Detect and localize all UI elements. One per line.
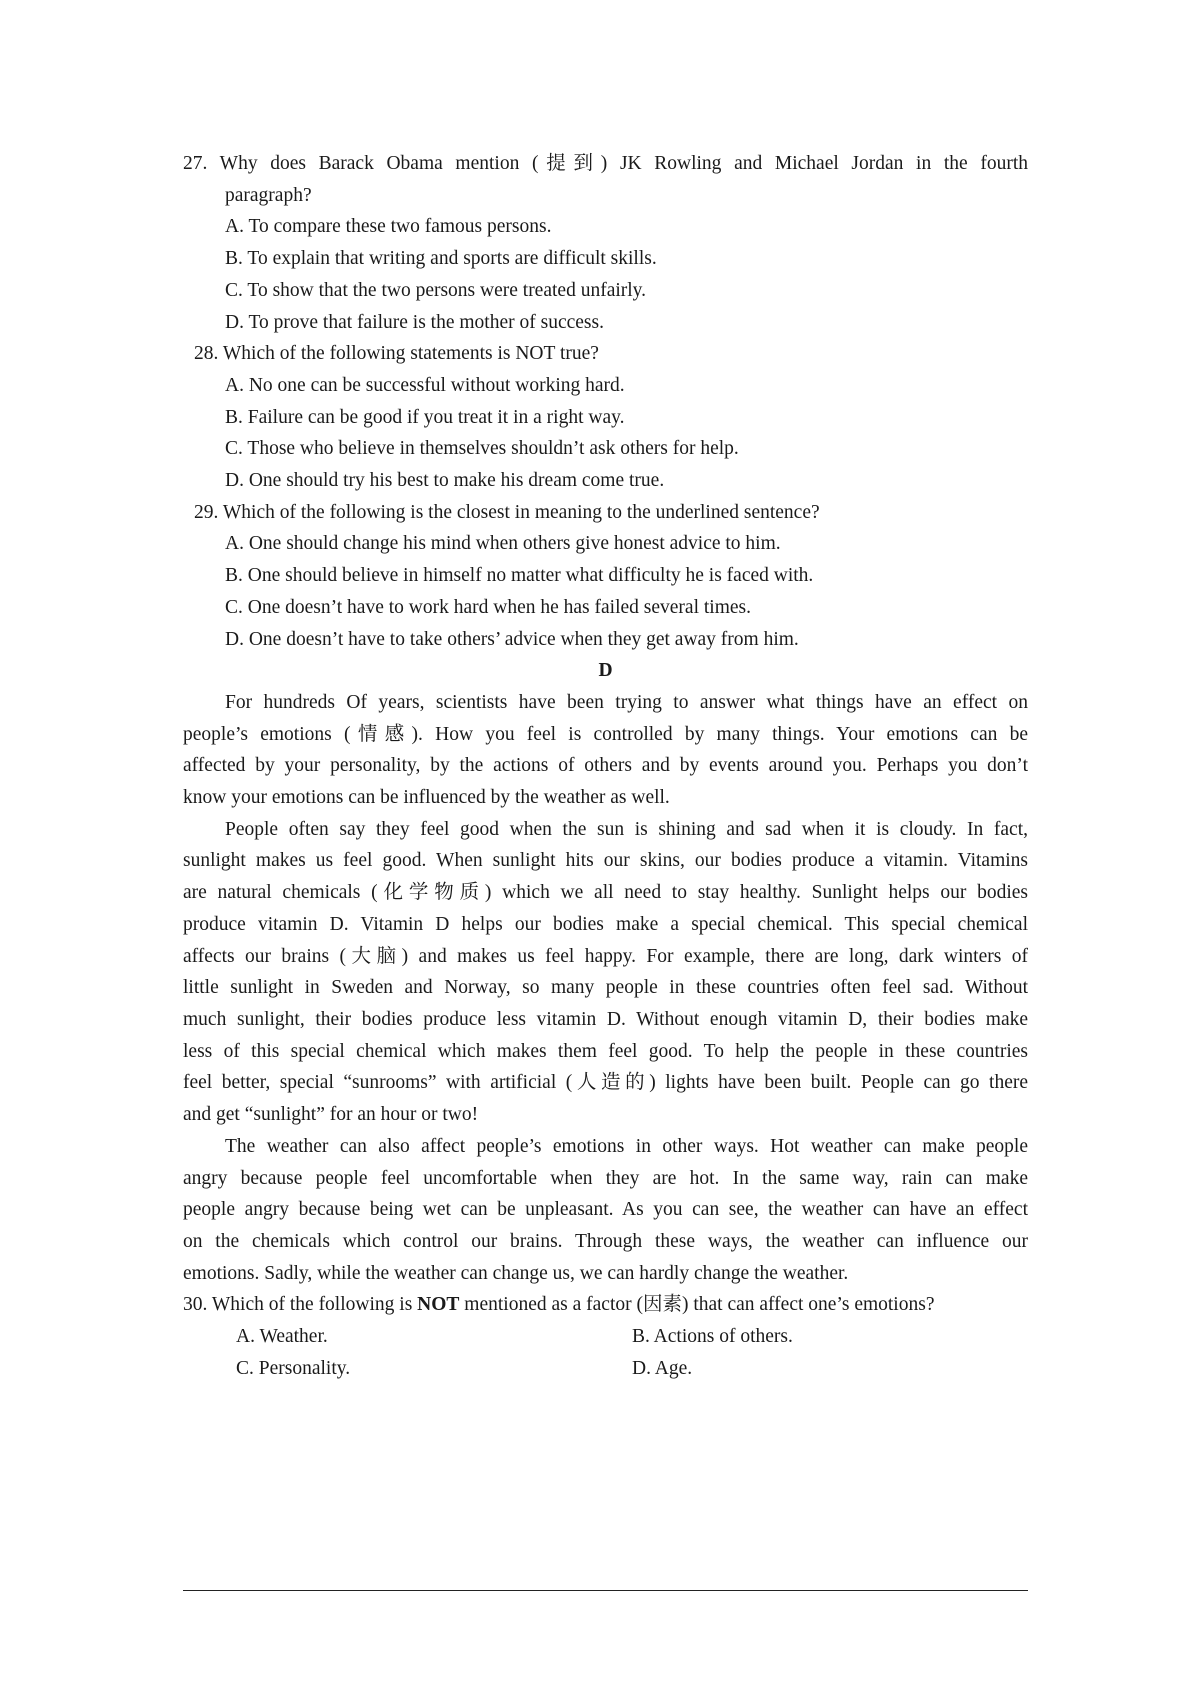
question-27-option-a: A. To compare these two famous persons. — [225, 216, 552, 238]
paragraph-line: and get “sunlight” for an hour or two! — [183, 1104, 479, 1126]
paragraph-line: angry because people feel uncomfortable when they are hot. In the same way, rain can make — [183, 1167, 1028, 1189]
paragraph-line: much sunlight, their bodies produce less vitamin D. Without enough vitamin D, their bodies make — [183, 1008, 1028, 1030]
paragraph-line: The weather can also affect people’s emotions in other ways. Hot weather can make people — [225, 1135, 1028, 1157]
paragraph-line: less of this special chemical which makes them feel good. To help the people in these countries — [183, 1040, 1028, 1062]
paragraph-line: know your emotions can be influenced by the weather as well. — [183, 787, 670, 809]
question-28-option-d: D. One should try his best to make his dream come true. — [225, 470, 665, 492]
exam-page — [183, 148, 1028, 1384]
question-28-option-b: B. Failure can be good if you treat it in a right way. — [225, 406, 625, 428]
section-d-paragraph-2 — [183, 814, 1028, 1131]
question-30-stem — [183, 1289, 1028, 1321]
paragraph-line: are natural chemicals (化学物质) which we all need to stay healthy. Sunlight helps our bodies — [183, 882, 1028, 904]
paragraph-line: produce vitamin D. Vitamin D helps our bodies make a special chemical. This special chemical — [183, 913, 1028, 935]
question-29 — [183, 497, 1028, 656]
question-29-option-b: B. One should believe in himself no matter what difficulty he is faced with. — [225, 565, 814, 587]
question-30-stem-bold: NOT — [417, 1294, 460, 1316]
question-30-option-b: B. Actions of others. — [632, 1326, 793, 1348]
question-30-stem-after: mentioned as a factor (因素) that can affect one’s emotions? — [459, 1294, 935, 1316]
paragraph-line: People often say they feel good when the sun is shining and sad when it is cloudy. In fact, — [225, 818, 1028, 840]
question-30-stem-before: 30. Which of the following is — [183, 1294, 418, 1316]
paragraph-line: affects our brains (大脑) and makes us feel happy. For example, there are long, dark winters of — [183, 945, 1028, 967]
question-28-option-a: A. No one can be successful without working hard. — [225, 374, 625, 396]
question-27 — [183, 148, 1028, 338]
paragraph-line: people’s emotions (情感). How you feel is controlled by many things. Your emotions can be — [183, 723, 1028, 745]
question-28 — [183, 338, 1028, 497]
question-30-option-c: C. Personality. — [236, 1357, 351, 1379]
question-30-option-d: D. Age. — [632, 1357, 693, 1379]
question-30-option-a: A. Weather. — [236, 1326, 328, 1348]
paragraph-line: on the chemicals which control our brains. Through these ways, the weather can influence our — [183, 1230, 1028, 1252]
paragraph-line: people angry because being wet can be unpleasant. As you can see, the weather can have an effect — [183, 1199, 1028, 1221]
question-29-stem: 29. Which of the following is the closest in meaning to the underlined sentence? — [194, 501, 820, 523]
paragraph-line: emotions. Sadly, while the weather can change us, we can hardly change the weather. — [183, 1262, 849, 1284]
question-28-option-c: C. Those who believe in themselves shouldn’t ask others for help. — [225, 438, 739, 460]
question-28-stem: 28. Which of the following statements is NOT true? — [194, 343, 599, 365]
question-29-option-d: D. One doesn’t have to take others’ advice when they get away from him. — [225, 628, 799, 650]
question-29-option-a: A. One should change his mind when others give honest advice to him. — [225, 533, 781, 555]
question-30-options-row-2 — [183, 1353, 1028, 1385]
question-29-option-c: C. One doesn’t have to work hard when he has failed several times. — [225, 596, 751, 618]
question-27-stem-line2: paragraph? — [225, 184, 312, 206]
paragraph-line: feel better, special “sunrooms” with artificial (人造的) lights have been built. People can go there — [183, 1072, 1028, 1094]
question-27-option-b: B. To explain that writing and sports are difficult skills. — [225, 248, 657, 270]
paragraph-line: little sunlight in Sweden and Norway, so many people in these countries often feel sad. Without — [183, 977, 1028, 999]
section-d-paragraph-1 — [183, 687, 1028, 814]
footer-divider — [183, 1590, 1028, 1591]
paragraph-line: affected by your personality, by the actions of others and by events around you. Perhaps you don’t — [183, 755, 1028, 777]
question-27-option-c: C. To show that the two persons were treated unfairly. — [225, 279, 647, 301]
section-d-paragraph-3 — [183, 1131, 1028, 1290]
question-30-options-row-1 — [183, 1321, 1028, 1353]
paragraph-line: For hundreds Of years, scientists have been trying to answer what things have an effect on — [225, 691, 1028, 713]
question-30 — [183, 1289, 1028, 1384]
question-27-option-d: D. To prove that failure is the mother of success. — [225, 311, 604, 333]
section-d-title: D — [598, 660, 613, 682]
question-27-stem-line1: 27. Why does Barack Obama mention (提到) JK Rowling and Michael Jordan in the fourth — [183, 153, 1028, 174]
paragraph-line: sunlight makes us feel good. When sunlight hits our skins, our bodies produce a vitamin. Vitamins — [183, 850, 1028, 872]
